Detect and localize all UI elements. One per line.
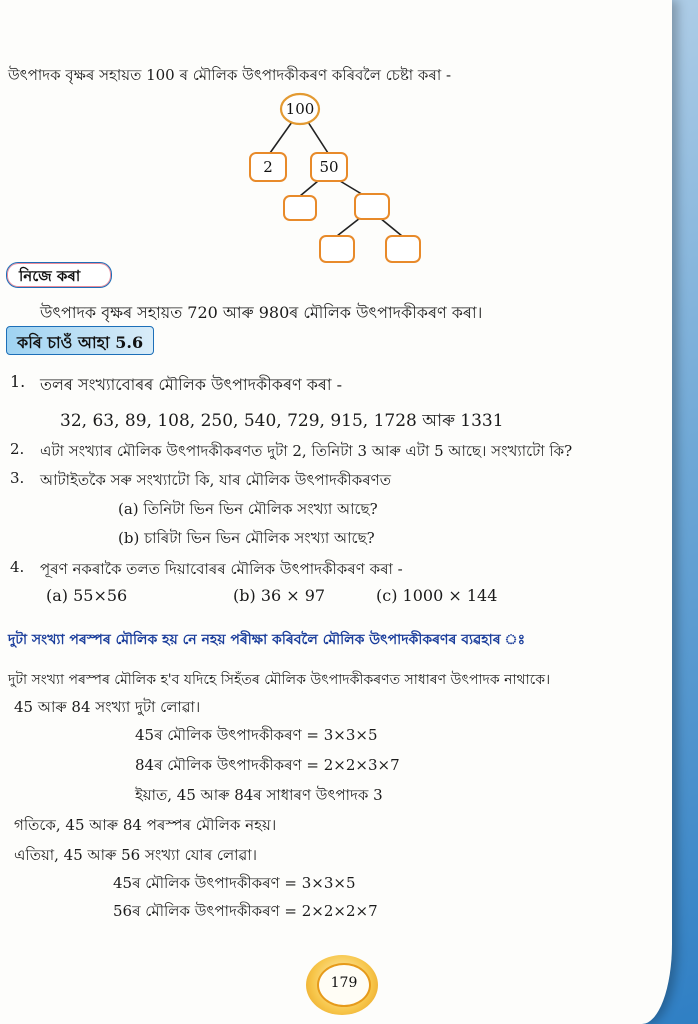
common-factor-line: ইয়াত, 45 আৰু 84ৰ সাধাৰণ উৎপাদক 3: [135, 786, 383, 804]
tree-empty-box: [284, 196, 316, 220]
section-line-2: 45 আৰু 84 সংখ্যা দুটা লোৱা।: [14, 698, 201, 716]
tree-empty-box: [386, 236, 420, 262]
q2-number: 2.: [10, 440, 25, 458]
page-number: 179: [330, 975, 358, 991]
equation-45-b: 45ৰ মৌলিক উৎপাদকীকৰণ = 3×3×5: [113, 874, 356, 892]
section-line-1: দুটা সংখ্যা পৰস্পৰ মৌলিক হ'ব যদিহে সিহঁতৰ মৌলিক উৎপাদকীকৰণত সাধাৰণ উৎপাদক নাথাকে।: [8, 672, 551, 688]
q3-number: 3.: [10, 469, 25, 487]
exercise-title: কৰি চাওঁ আহা 5.6: [17, 333, 144, 352]
tree-right-label: 50: [319, 158, 339, 176]
next-pair-line: এতিয়া, 45 আৰু 56 সংখ্যা যোৰ লোৱা।: [14, 846, 258, 864]
tree-left-label: 2: [263, 158, 273, 176]
intro-line: উৎপাদক বৃক্ষৰ সহায়ত 100 ৰ মৌলিক উৎপাদকীকৰণ কৰিবলৈ চেষ্টা কৰা -: [8, 66, 452, 84]
q4-text: পূৰণ নকৰাকৈ তলত দিয়াবোৰৰ মৌলিক উৎপাদকীকৰণ কৰা -: [40, 560, 403, 578]
nije-kora-badge: [6, 262, 112, 288]
q3-option-a: (a) তিনিটা ভিন ভিন মৌলিক সংখ্যা আছে?: [118, 500, 378, 518]
section-heading: দুটা সংখ্যা পৰস্পৰ মৌলিক হয় নে নহয় পৰীক্ষা কৰিবলৈ মৌলিক উৎপাদকীকৰণৰ ব্যৱহাৰ ঃ: [8, 632, 526, 648]
q1-numbers: 32, 63, 89, 108, 250, 540, 729, 915, 1728 আৰু 1331: [60, 411, 504, 431]
q4-option-c: (c) 1000 × 144: [376, 586, 498, 605]
tree-empty-box: [320, 236, 354, 262]
tree-empty-box: [355, 194, 389, 219]
equation-45: 45ৰ মৌলিক উৎপাদকীকৰণ = 3×3×5: [135, 726, 378, 744]
q3-text: আটাইতকৈ সৰু সংখ্যাটো কি, যাৰ মৌলিক উৎপাদকীকৰণত: [40, 471, 391, 489]
factor-tree: [0, 0, 672, 280]
q4-option-a: (a) 55×56: [46, 586, 128, 605]
conclusion-line: গতিকে, 45 আৰু 84 পৰস্পৰ মৌলিক নহয়।: [14, 816, 277, 834]
nije-kora-text: উৎপাদক বৃক্ষৰ সহায়ত 720 আৰু 980ৰ মৌলিক উৎপাদকীকৰণ কৰা।: [40, 303, 483, 322]
q3-option-b: (b) চাৰিটা ভিন ভিন মৌলিক সংখ্যা আছে?: [118, 529, 375, 547]
tree-root-label: 100: [285, 100, 315, 118]
page-number-badge: [306, 955, 378, 1015]
q1-text: তলৰ সংখ্যাবোৰৰ মৌলিক উৎপাদকীকৰণ কৰা -: [40, 375, 343, 394]
q1-number: 1.: [10, 372, 26, 391]
equation-56: 56ৰ মৌলিক উৎপাদকীকৰণ = 2×2×2×7: [113, 902, 378, 920]
q4-option-b: (b) 36 × 97: [233, 586, 326, 605]
exercise-badge: [6, 326, 154, 355]
q4-number: 4.: [10, 558, 25, 576]
q2-text: এটা সংখ্যাৰ মৌলিক উৎপাদকীকৰণত দুটা 2, তিনিটা 3 আৰু এটা 5 আছে। সংখ্যাটো কি?: [40, 442, 573, 460]
nije-kora-title: নিজে কৰা: [19, 267, 81, 285]
equation-84: 84ৰ মৌলিক উৎপাদকীকৰণ = 2×2×3×7: [135, 756, 400, 774]
